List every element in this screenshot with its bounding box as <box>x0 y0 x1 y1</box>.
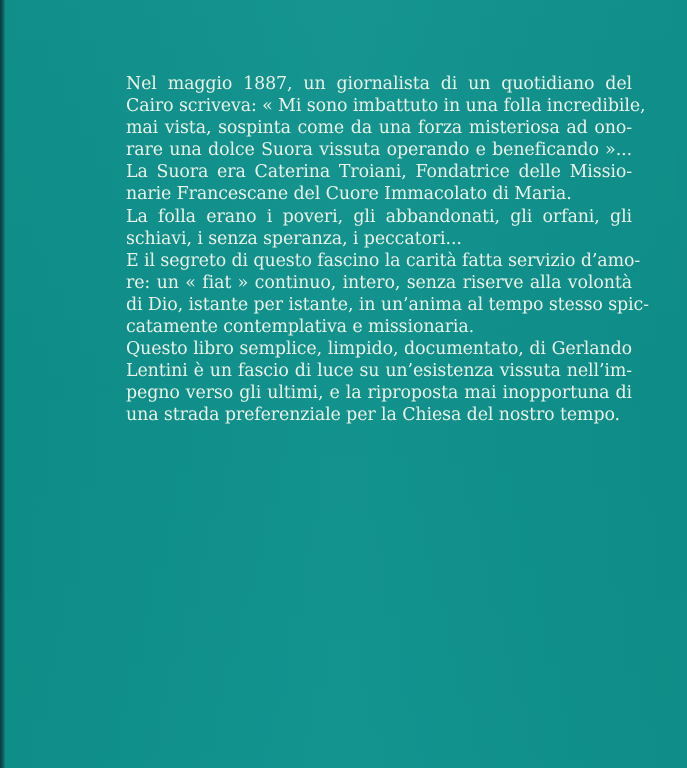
text-line: narie Francescane del Cuore Immacolato di Maria. <box>126 184 572 205</box>
text-line: rare una dolce Suora vissuta operando e beneficando »... <box>126 140 632 161</box>
text-line: La folla erano i poveri, gli abbandonati, gli orfani, gli <box>126 206 632 227</box>
text-line: Lentini è un fascio di luce su un’esistenza vissuta nell’im- <box>126 361 632 382</box>
text-line: schiavi, i senza speranza, i peccatori... <box>126 228 462 249</box>
paragraph-2 <box>126 206 632 250</box>
text-line: pegno verso gli ultimi, e la riproposta mai inopportuna di <box>126 383 632 404</box>
text-line: mai vista, sospinta come da una forza misteriosa ad ono- <box>126 118 632 139</box>
text-line: Cairo scriveva: « Mi sono imbattuto in una folla incredibile, <box>126 96 646 117</box>
paragraph-3 <box>126 250 649 338</box>
text-line: catamente contemplativa e missionaria. <box>126 317 475 338</box>
text-line: Nel maggio 1887, un giornalista di un quotidiano del <box>126 74 632 94</box>
paragraph-1 <box>126 73 646 206</box>
text-line: E il segreto di questo fascino la carità fatta servizio d’amo- <box>126 250 641 271</box>
text-line: una strada preferenziale per la Chiesa del nostro tempo. <box>126 405 620 426</box>
spine-edge <box>0 0 5 768</box>
paragraph-4 <box>126 338 632 426</box>
text-line: Questo libro semplice, limpido, documentato, di Gerlando <box>126 339 632 360</box>
blurb-text <box>126 73 649 427</box>
text-line: re: un « fiat » continuo, intero, senza riserve alla volontà <box>126 272 632 293</box>
text-line: di Dio, istante per istante, in un’anima al tempo stesso spic- <box>126 294 649 315</box>
text-line: La Suora era Caterina Troiani, Fondatrice delle Missio- <box>126 162 632 183</box>
